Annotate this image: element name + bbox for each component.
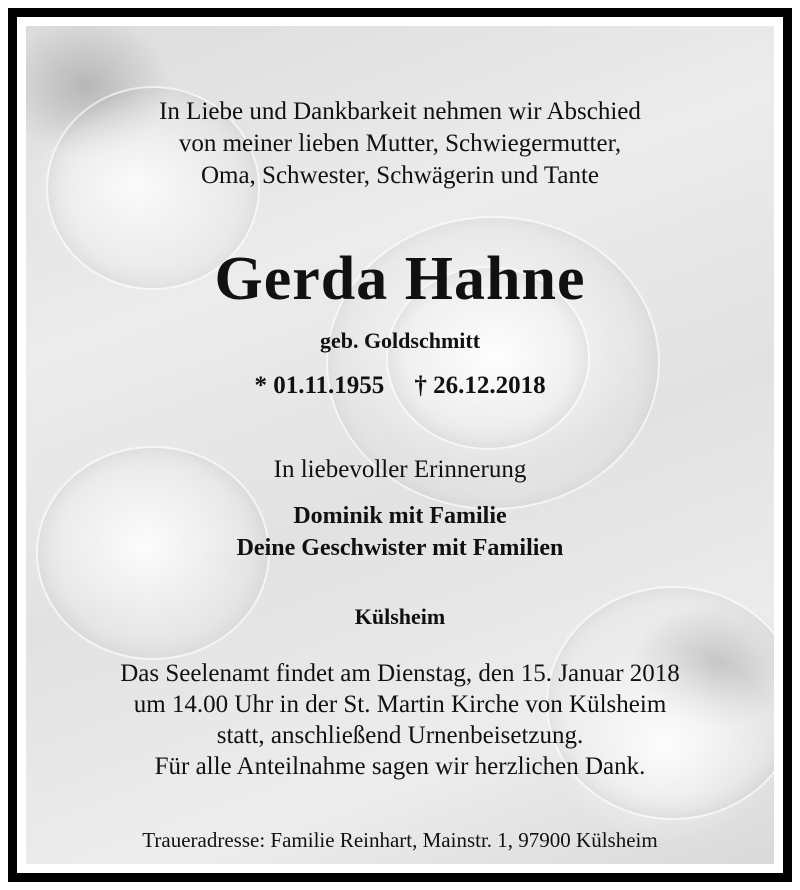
service-line: statt, anschließend Urnenbeisetzung. (216, 722, 584, 749)
born-name: geb. Goldschmitt (319, 328, 481, 353)
service-line: Das Seelenamt findet am Dienstag, den 15. Januar 2018 (120, 660, 680, 687)
mourner-line: Deine Geschwister mit Familien (236, 535, 564, 561)
obituary-notice (8, 8, 792, 882)
mourner-line: Dominik mit Familie (293, 503, 507, 529)
memory-text: In liebevoller Erinnerung (273, 456, 527, 483)
life-dates (26, 372, 774, 400)
intro-line: In Liebe und Dankbarkeit nehmen wir Abschied (159, 98, 641, 125)
rose-background (26, 26, 774, 864)
place-name: Külsheim (354, 604, 446, 629)
death-date: † 26.12.2018 (414, 372, 546, 399)
mourning-address: Traueradresse: Familie Reinhart, Mainstr. 1, 97900 Külsheim (142, 828, 658, 852)
notice-content (26, 26, 774, 864)
intro-line: Oma, Schwester, Schwägerin und Tante (200, 162, 600, 189)
deceased-name: Gerda Hahne (214, 245, 586, 313)
birth-date: * 01.11.1955 (254, 372, 385, 399)
service-line: Für alle Anteilnahme sagen wir herzlichen Dank. (154, 753, 646, 780)
intro-line: von meiner lieben Mutter, Schwiegermutter, (178, 130, 622, 157)
service-line: um 14.00 Uhr in der St. Martin Kirche von Külsheim (133, 691, 667, 718)
